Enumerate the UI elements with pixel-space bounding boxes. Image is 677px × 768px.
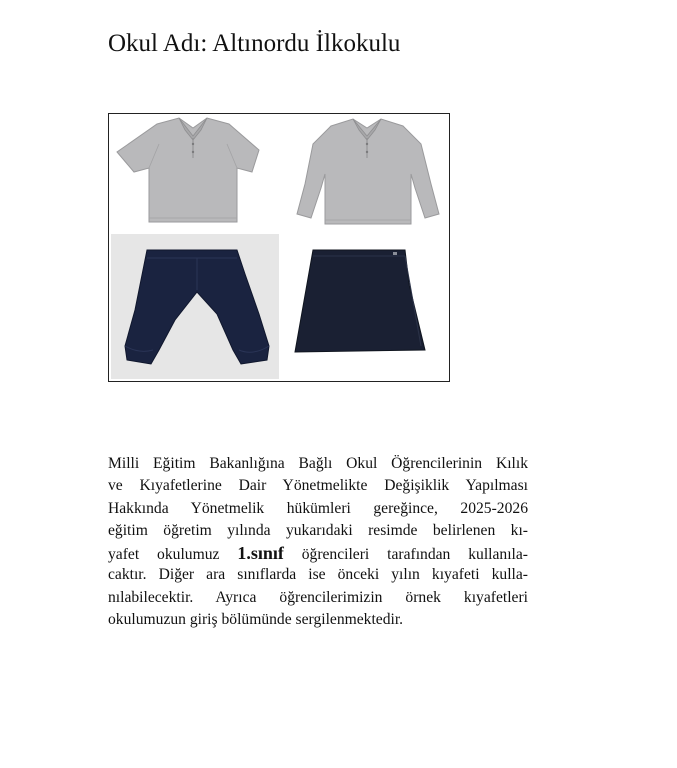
short-sleeve-polo-shirt — [117, 118, 259, 222]
navy-skirt — [295, 250, 425, 352]
uniform-announcement-paragraph — [108, 453, 528, 631]
paragraph-line: caktır. Diğer ara sınıflarda ise önceki yılın kıyafeti kulla- — [108, 566, 528, 584]
paragraph-line — [108, 542, 528, 564]
paragraph-text: yafet okulumuz — [108, 546, 220, 564]
uniform-photo — [108, 113, 450, 382]
paragraph-line: okulumuzun giriş bölümünde sergilenmektedir. — [108, 611, 404, 629]
paragraph-line: ve Kıyafetlerine Dair Yönetmelikte Değişiklik Yapılması — [108, 477, 528, 495]
school-name-label: Okul Adı: — [108, 30, 208, 57]
school-name-value: Altınordu İlkokulu — [212, 30, 401, 57]
paragraph-line: Hakkında Yönetmelik hükümleri gereğince, 2025-2026 — [108, 499, 528, 517]
grade-highlight: 1.sınıf — [237, 543, 284, 564]
paragraph-text: öğrencileri tarafından kullanıla- — [301, 546, 528, 564]
paragraph-line: eğitim öğretim yılında yukarıdaki resimde belirlenen kı- — [108, 521, 528, 539]
paragraph-line: nılabilecektir. Ayrıca öğrencilerimizin örnek kıyafetleri — [108, 588, 528, 606]
long-sleeve-polo-shirt — [297, 119, 439, 224]
uniform-illustration — [109, 114, 449, 381]
school-name-title — [108, 30, 400, 58]
paragraph-line: Milli Eğitim Bakanlığına Bağlı Okul Öğrencilerinin Kılık — [108, 455, 528, 472]
